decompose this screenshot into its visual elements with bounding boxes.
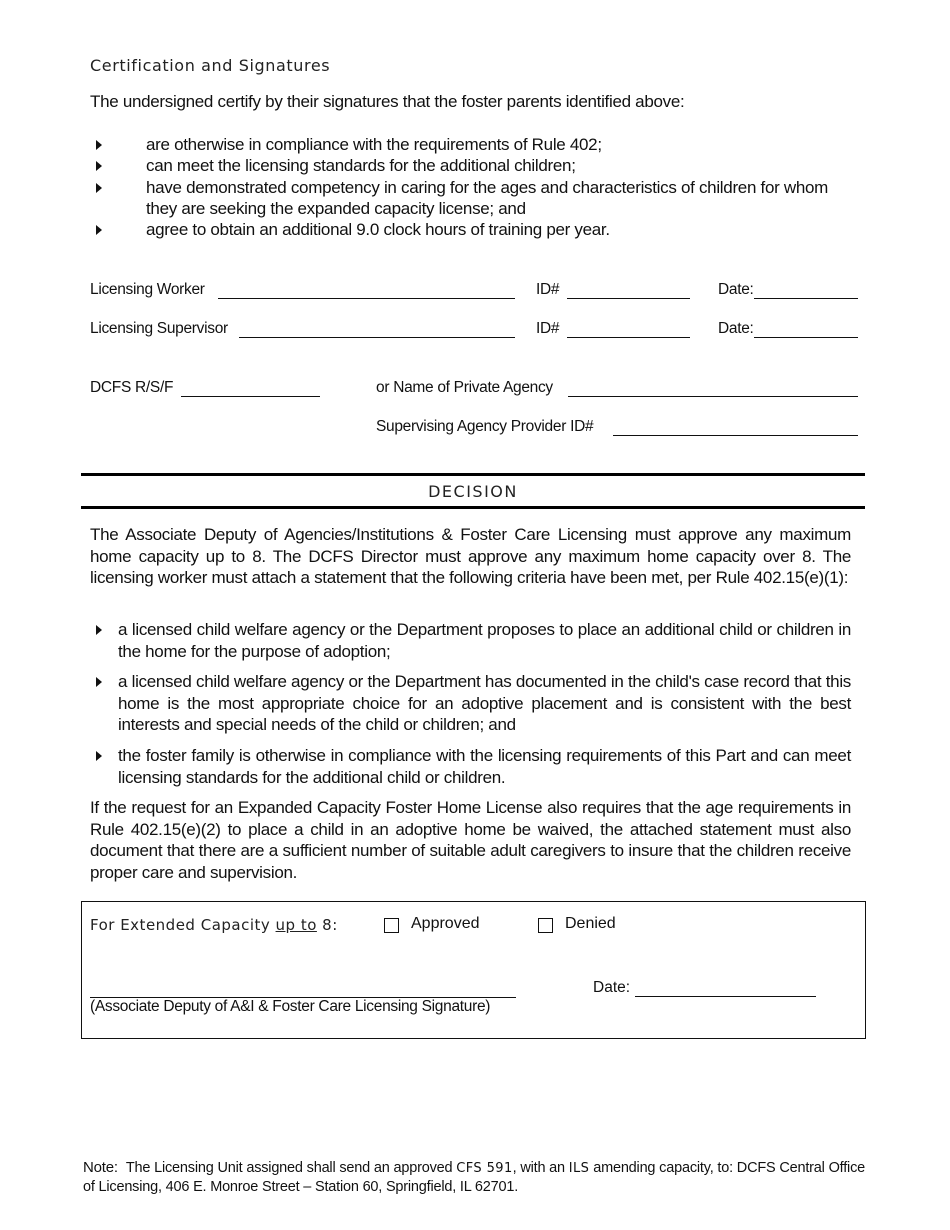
licensing-supervisor-signature-field[interactable]	[239, 337, 515, 338]
dcfs-rsf-field[interactable]	[181, 396, 320, 397]
list-item: are otherwise in compliance with the requirements of Rule 402;	[146, 135, 602, 154]
licensing-worker-date-label: Date:	[718, 281, 754, 298]
provider-id-label: Supervising Agency Provider ID#	[376, 418, 594, 435]
decision-title: DECISION	[428, 482, 518, 501]
list-item: the foster family is otherwise in compliance with the licensing requirements of this Part and can meet licensing standards for the additional child or children.	[118, 746, 851, 787]
dcfs-rsf-label: DCFS R/S/F	[90, 379, 174, 396]
approval-box	[81, 901, 866, 1039]
licensing-worker-id-field[interactable]	[567, 298, 690, 299]
list-item: a licensed child welfare agency or the Department proposes to place an additional child or children in the home for the purpose of adoption;	[118, 620, 851, 661]
decision-bottom-rule	[81, 506, 865, 509]
bullet-arrow-icon	[96, 751, 102, 761]
approved-label: Approved	[411, 915, 480, 932]
bullet-arrow-icon	[96, 677, 102, 687]
licensing-worker-signature-field[interactable]	[218, 298, 515, 299]
certification-title: Certification and Signatures	[90, 56, 331, 75]
licensing-worker-date-field[interactable]	[754, 298, 858, 299]
approval-date-field[interactable]	[635, 996, 816, 997]
extended-capacity-label: For Extended Capacity up to 8:	[90, 916, 338, 934]
signature-caption: (Associate Deputy of A&I & Foster Care Licensing Signature)	[90, 998, 491, 1015]
private-agency-field[interactable]	[568, 396, 858, 397]
licensing-supervisor-label: Licensing Supervisor	[90, 320, 228, 337]
denied-checkbox[interactable]	[538, 918, 553, 933]
bullet-arrow-icon	[96, 225, 102, 235]
list-item: a licensed child welfare agency or the Department has documented in the child's case record that this home is the most appropriate choice for an adoptive placement and is consistent with the best interests and special needs of the child or children; and	[118, 672, 851, 734]
licensing-supervisor-date-field[interactable]	[754, 337, 858, 338]
decision-top-rule	[81, 473, 865, 476]
licensing-worker-label: Licensing Worker	[90, 281, 205, 298]
list-item: have demonstrated competency in caring for the ages and characteristics of children for whom they are seeking the expanded capacity license; and	[146, 178, 829, 218]
approval-date-label: Date:	[593, 979, 631, 996]
decision-paragraph-2: If the request for an Expanded Capacity Foster Home License also requires that the age requirements in Rule 402.15(e)(2) to place a child in an adoptive home be waived, the attached statement must also document that there are a sufficient number of suitable adult caregivers to insure that the children receive proper care and supervision.	[90, 798, 851, 882]
footer-note: Note: The Licensing Unit assigned shall send an approved CFS 591, with an ILS amending capacity, to: DCFS Central Office of Licensing, 406 E. Monroe Street – Station 60, Springfield, IL 62701.	[83, 1159, 865, 1195]
bullet-arrow-icon	[96, 183, 102, 193]
list-item: agree to obtain an additional 9.0 clock hours of training per year.	[146, 220, 610, 239]
bullet-arrow-icon	[96, 625, 102, 635]
form-number: CFS 591	[456, 1161, 513, 1176]
bullet-arrow-icon	[96, 161, 102, 171]
bullet-arrow-icon	[96, 140, 102, 150]
denied-label: Denied	[565, 915, 616, 932]
licensing-worker-id-label: ID#	[536, 281, 560, 298]
approved-checkbox[interactable]	[384, 918, 399, 933]
list-item: can meet the licensing standards for the additional children;	[146, 156, 576, 175]
licensing-supervisor-id-label: ID#	[536, 320, 560, 337]
certification-intro: The undersigned certify by their signatures that the foster parents identified above:	[90, 92, 685, 111]
licensing-supervisor-id-field[interactable]	[567, 337, 690, 338]
decision-paragraph-1: The Associate Deputy of Agencies/Institutions & Foster Care Licensing must approve any maximum home capacity up to 8. The DCFS Director must approve any maximum home capacity over 8. The licensing worker must attach a statement that the following criteria have been met, per Rule 402.15(e)(1):	[90, 525, 851, 587]
note-label: Note:	[83, 1159, 118, 1176]
private-agency-label: or Name of Private Agency	[376, 379, 553, 396]
provider-id-field[interactable]	[613, 435, 858, 436]
licensing-supervisor-date-label: Date:	[718, 320, 754, 337]
